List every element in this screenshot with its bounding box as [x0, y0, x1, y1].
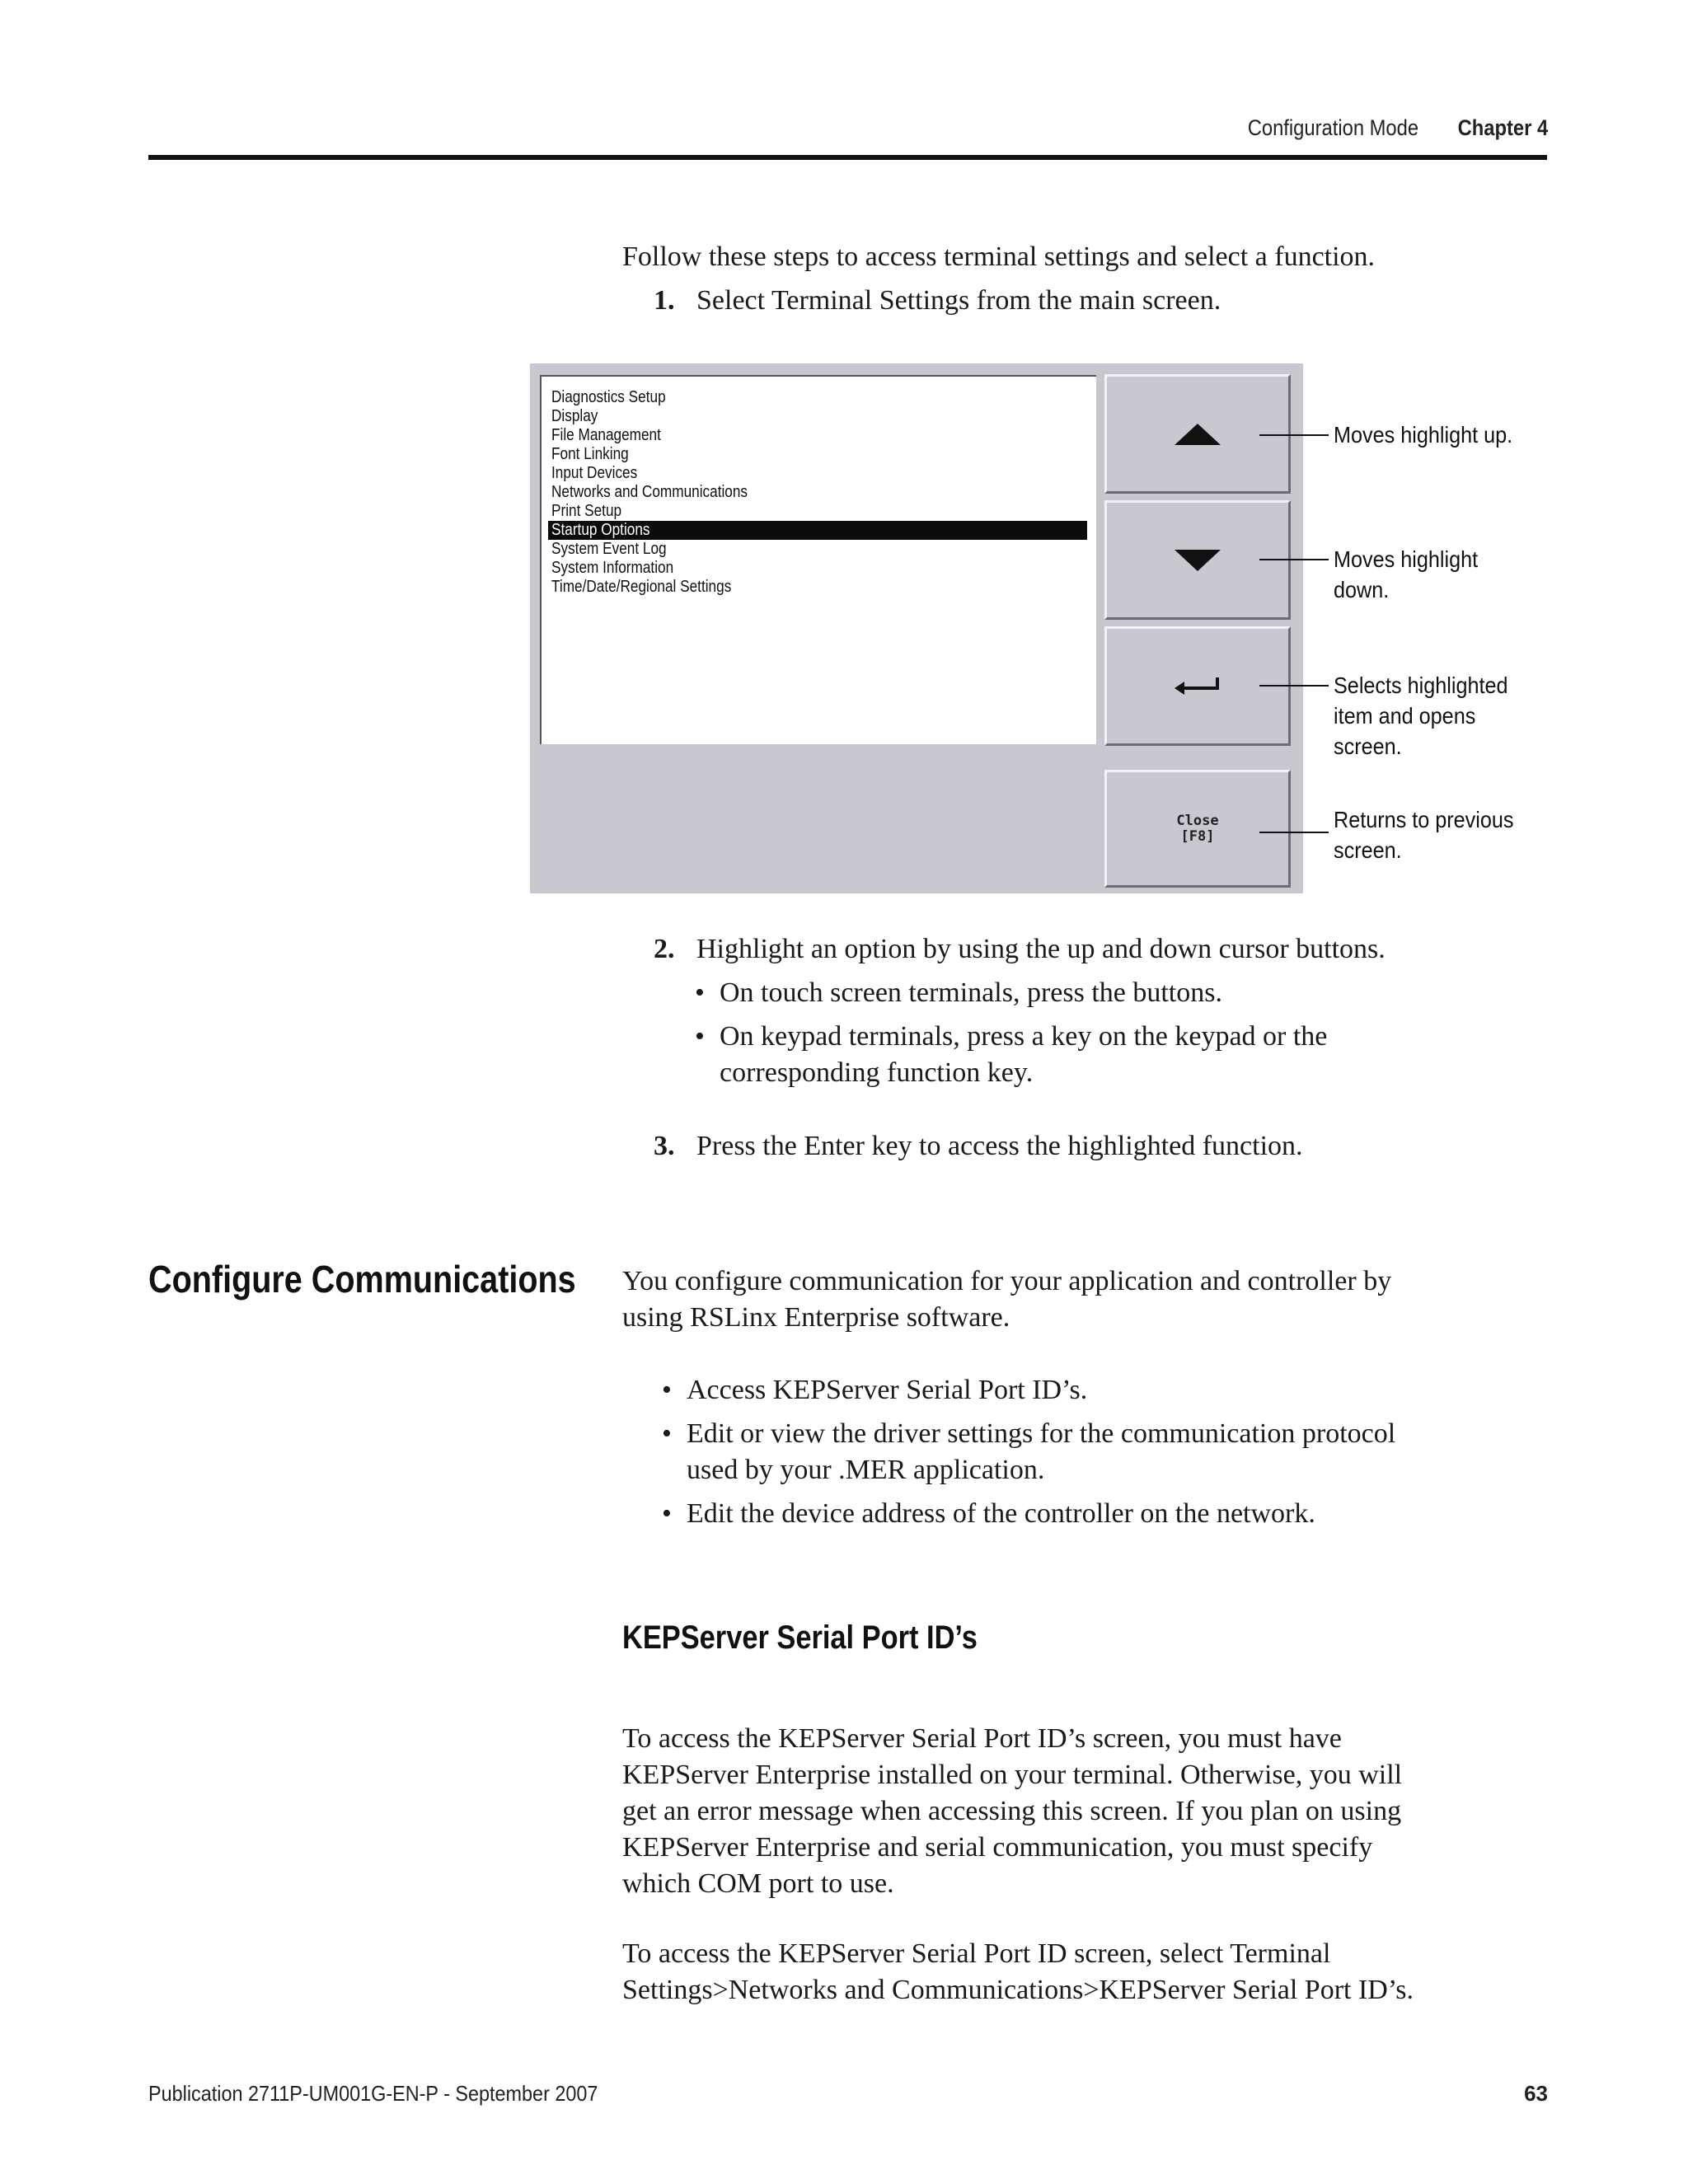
callout-down: Moves highlight down.	[1334, 546, 1479, 602]
header-rule	[148, 155, 1547, 160]
section-heading-configure-communications: Configure Communications	[148, 1258, 576, 1301]
close-button-key: [F8]	[1180, 827, 1215, 845]
close-button[interactable]	[1104, 770, 1291, 888]
callout-line-enter	[1259, 685, 1329, 687]
callout-close: Returns to previous screen.	[1334, 807, 1514, 863]
header-chapter: Chapter 4	[1457, 115, 1548, 140]
configure-bullet-3: • Edit the device address of the controller on the network.	[662, 1498, 1315, 1529]
kepserver-paragraph-2: To access the KEPServer Serial Port ID screen, select Terminal Settings>Networks and Communications>KEPServer Serial Port ID’s.	[622, 1938, 1414, 2005]
menu-item-system-information[interactable]: System Information	[551, 559, 674, 577]
close-button-label: Close	[1176, 812, 1219, 829]
callout-line-close	[1259, 832, 1329, 833]
menu-item-file-management[interactable]: File Management	[551, 426, 661, 444]
arrow-up-icon	[1173, 422, 1222, 447]
menu-item-time-date-regional[interactable]: Time/Date/Regional Settings	[551, 578, 732, 596]
step-text: Select Terminal Settings from the main screen.	[696, 285, 1221, 316]
menu-item-system-event-log[interactable]: System Event Log	[551, 540, 667, 558]
menu-item-display[interactable]: Display	[551, 407, 598, 425]
menu-item-startup-options[interactable]: Startup Options	[548, 521, 1087, 540]
terminal-screenshot	[530, 363, 1303, 893]
menu-item-networks-communications[interactable]: Networks and Communications	[551, 483, 748, 501]
enter-icon	[1173, 674, 1222, 699]
intro-text: Follow these steps to access terminal settings and select a function.	[622, 241, 1376, 272]
step2-bullet-2: • On keypad terminals, press a key on the keypad or the corresponding function key.	[695, 1021, 1328, 1088]
step-1	[654, 283, 1221, 319]
callout-enter: Selects highlighted item and opens screen.	[1334, 673, 1508, 759]
callout-line-down	[1259, 559, 1329, 560]
menu-item-diagnostics-setup[interactable]: Diagnostics Setup	[551, 388, 666, 406]
page-header	[1248, 115, 1548, 141]
settings-menu-list	[540, 375, 1096, 744]
step-number: 1.	[654, 285, 675, 316]
kepserver-paragraph-1: To access the KEPServer Serial Port ID’s screen, you must have KEPServer Enterprise installed on your terminal. Otherwise, you will get an error message when accessing this screen. If you plan on using KEPServer Enterprise and serial communication, you must specify which COM port to use.	[622, 1723, 1403, 1899]
step-text: Press the Enter key to access the highlighted function.	[696, 1131, 1303, 1161]
step-number: 3.	[654, 1131, 675, 1161]
menu-item-print-setup[interactable]: Print Setup	[551, 502, 622, 520]
step-number: 2.	[654, 934, 675, 964]
footer-publication: Publication 2711P-UM001G-EN-P - September 2007	[148, 2081, 598, 2106]
configure-bullet-1: • Access KEPServer Serial Port ID’s.	[662, 1375, 1088, 1405]
configure-bullet-2: • Edit or view the driver settings for the communication protocol used by your .MER application.	[662, 1418, 1396, 1485]
footer-page-number: 63	[1524, 2081, 1548, 2106]
subheading-kepserver-serial-port-ids: KEPServer Serial Port ID’s	[622, 1619, 978, 1656]
configure-paragraph: You configure communication for your application and controller by using RSLinx Enterprise software.	[622, 1266, 1392, 1333]
callout-line-up	[1259, 434, 1329, 436]
step-text: Highlight an option by using the up and down cursor buttons.	[696, 934, 1386, 964]
menu-item-font-linking[interactable]: Font Linking	[551, 445, 629, 463]
header-section: Configuration Mode	[1247, 115, 1418, 140]
step-3	[654, 1128, 1303, 1165]
callout-up: Moves highlight up.	[1334, 422, 1513, 448]
step-2	[654, 931, 1386, 968]
step2-bullet-1: • On touch screen terminals, press the buttons.	[695, 977, 1222, 1008]
arrow-down-icon	[1173, 548, 1222, 573]
menu-item-input-devices[interactable]: Input Devices	[551, 464, 638, 482]
